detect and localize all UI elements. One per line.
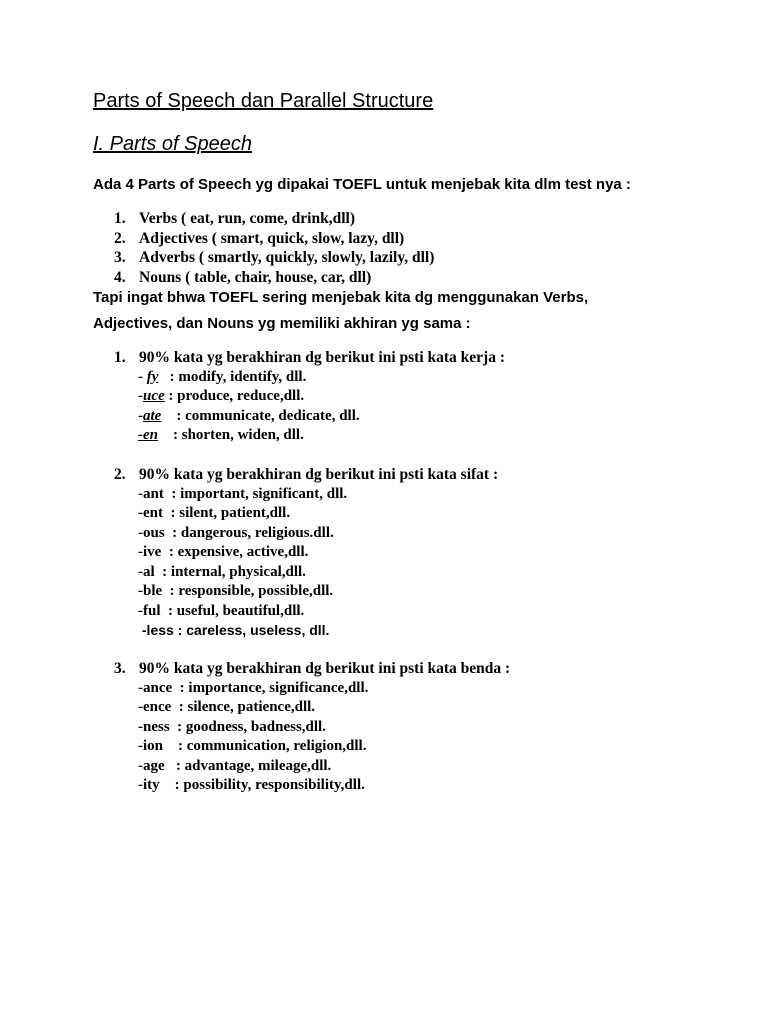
parts-of-speech-list: [114, 209, 434, 287]
suffix-row: -ent : silent, patient,dll.: [138, 505, 291, 521]
suffix-row: -ful : useful, beautiful,dll.: [138, 602, 305, 619]
warning-line-1: Tapi ingat bhwa TOEFL sering menjebak kita dg menggunakan Verbs,: [93, 289, 589, 306]
list-number: 2.: [114, 229, 126, 247]
noun-suffix-group: [114, 659, 510, 796]
list-item: [114, 209, 434, 229]
list-text: Adjectives ( smart, quick, slow, lazy, dll): [139, 229, 405, 247]
suffix-row: -ble : responsible, possible,dll.: [138, 583, 334, 599]
suffix-row: -ion : communication, religion,dll.: [138, 738, 367, 754]
document-title: Parts of Speech dan Parallel Structure: [93, 90, 434, 112]
warning-line-2: Adjectives, dan Nouns yg memiliki akhiran yg sama :: [93, 315, 471, 332]
intro-paragraph: Ada 4 Parts of Speech yg dipakai TOEFL untuk menjebak kita dlm test nya :: [93, 176, 631, 193]
suffix-row: -less : careless, useless, dll.: [138, 622, 330, 638]
verb-suffix-group: [114, 348, 505, 446]
group-heading: 2. 90% kata yg berakhiran dg berikut ini psti kata sifat :: [114, 466, 499, 483]
suffix-row: -ity : possibility, responsibility,dll.: [138, 777, 365, 793]
list-text: Verbs ( eat, run, come, drink,dll): [139, 210, 355, 227]
list-number: 3.: [114, 249, 126, 266]
suffix-row: -ive : expensive, active,dll.: [138, 544, 309, 560]
list-text: Nouns ( table, chair, house, car, dll): [139, 268, 372, 286]
list-item: [114, 229, 434, 249]
suffix-row: -age : advantage, mileage,dll.: [138, 757, 332, 774]
list-item: [114, 268, 434, 288]
adjective-suffix-group: [114, 465, 498, 641]
suffix-row: -uce : produce, reduce,dll.: [138, 388, 305, 404]
list-text: Adverbs ( smartly, quickly, slowly, lazily, dll): [139, 249, 435, 266]
suffix-row: -ate : communicate, dedicate, dll.: [138, 407, 360, 424]
suffix-row: -en : shorten, widen, dll.: [138, 427, 304, 443]
suffix-row: -ous : dangerous, religious.dll.: [138, 524, 334, 541]
group-heading: 1. 90% kata yg berakhiran dg berikut ini psti kata kerja :: [114, 349, 506, 366]
suffix-row: -ness : goodness, badness,dll.: [138, 718, 326, 735]
list-number: 4.: [114, 268, 126, 286]
list-number: 1.: [114, 210, 126, 227]
list-item: [114, 248, 434, 268]
group-heading: 3. 90% kata yg berakhiran dg berikut ini psti kata benda :: [114, 660, 511, 677]
section-heading: I. Parts of Speech: [93, 133, 252, 155]
suffix-row: -ance : importance, significance,dll.: [138, 679, 369, 696]
suffix-row: -ence : silence, patience,dll.: [138, 699, 316, 715]
suffix-row: - fy : modify, identify, dll.: [138, 368, 307, 385]
suffix-row: -al : internal, physical,dll.: [138, 563, 306, 580]
suffix-row: -ant : important, significant, dll.: [138, 485, 348, 502]
